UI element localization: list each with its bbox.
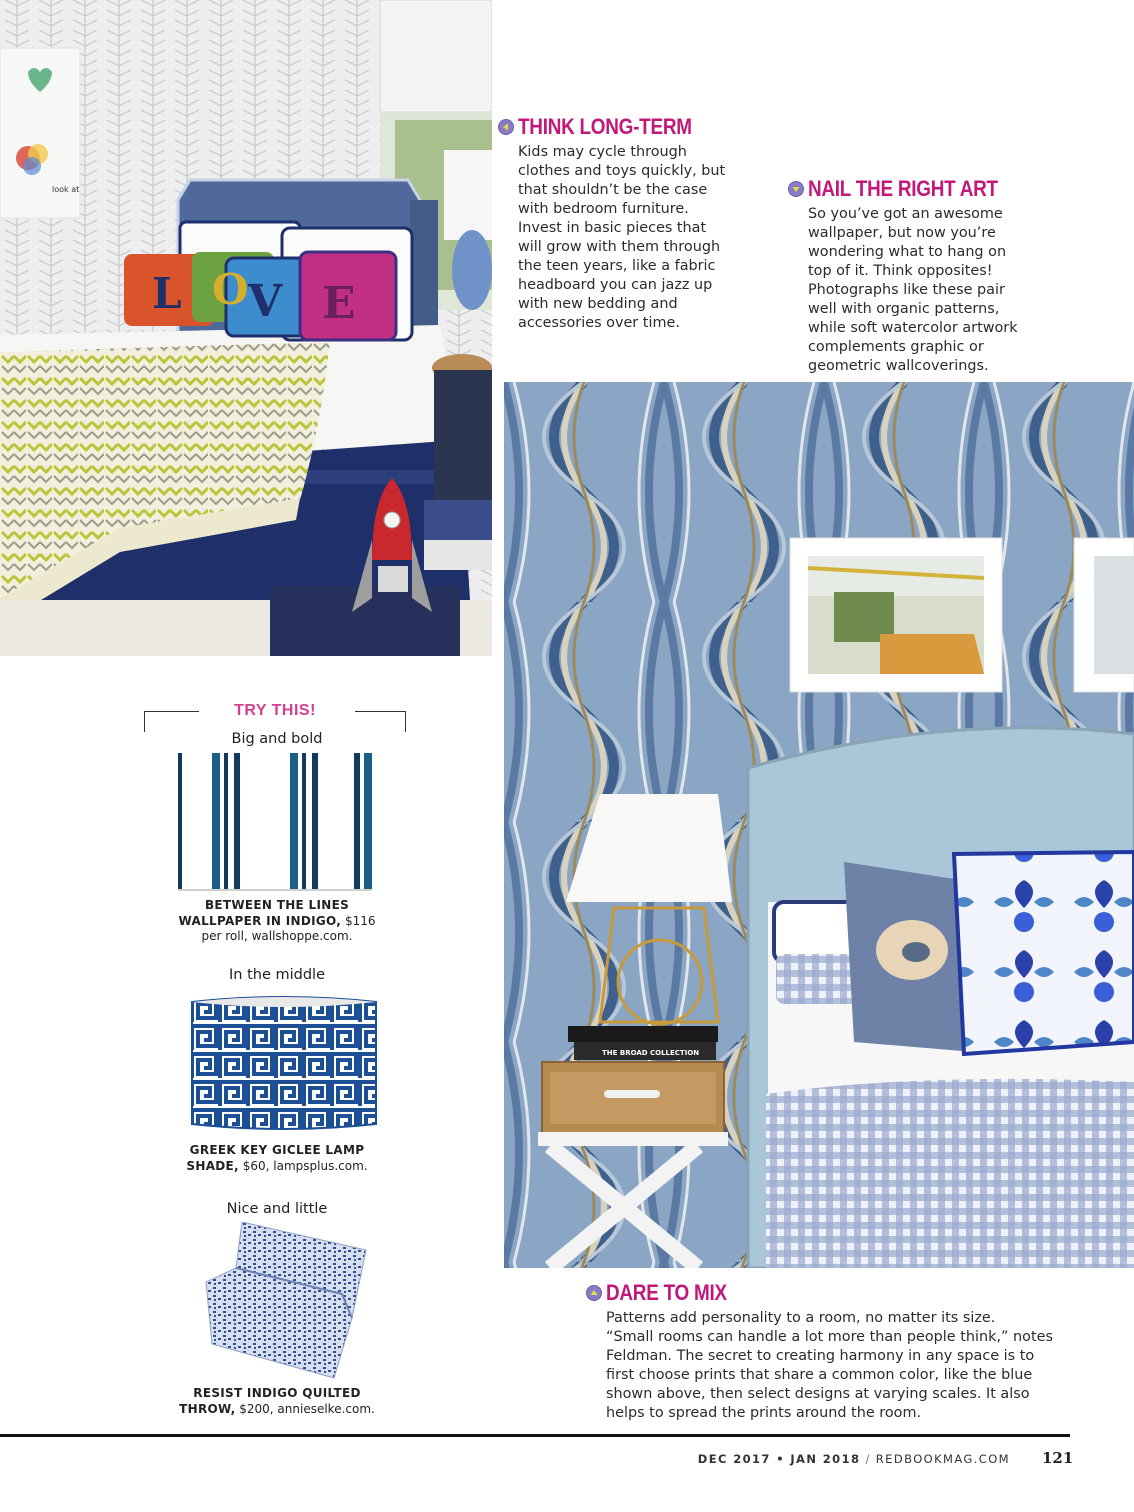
body-line: Feldman. The secret to creating harmony in any space is to [606,1348,1035,1364]
body-line: shown above, then select designs at varying scales. It also [606,1386,1030,1402]
body-line: while soft watercolor artwork [808,320,1018,336]
think-long-term-heading: THINK LONG-TERM [518,114,692,139]
footer-folio [698,1452,1010,1466]
body-line: “Small rooms can handle a lot more than people think,” notes [606,1329,1053,1345]
stripes-swatch [178,753,372,891]
throw-swatch [202,1222,370,1380]
body-line: wallpaper, but now you’re [808,225,996,241]
footer-separator: / [865,1452,871,1466]
product-1-name-line1: BETWEEN THE LINES [204,898,350,912]
try-this-title: TRY THIS! [234,702,316,719]
kids-bedroom-photo [0,0,492,656]
book-title-text: THE BROAD COLLECTION [602,1049,700,1057]
up-arrow-bullet-icon [586,1285,602,1301]
body-line: the teen years, like a fabric [518,258,716,274]
indigo-quilted-throw-image [202,1222,370,1380]
think-long-term-body [518,143,758,333]
body-line: first choose prints that share a common color, like the blue [606,1367,1033,1383]
pillow-letter-e: E [322,278,356,329]
pillow-letter-v: V [248,276,283,327]
body-line: Kids may cycle through [518,144,687,160]
body-line: So you’ve got an awesome [808,206,1003,222]
product-1-name-line2: WALLPAPER IN INDIGO, [178,913,342,928]
body-line: will grow with them through [518,239,721,255]
art-note-text: look at [52,185,80,194]
pillow-letter-o: O [212,265,249,314]
body-line: clothes and toys quickly, but [518,163,726,179]
product-1-price: $116 [344,913,376,928]
product-2-name-line2: SHADE, [186,1158,239,1173]
body-line: top of it. Think opposites! [808,263,993,279]
product-3-subtitle: Nice and little [226,1201,328,1217]
striped-wallpaper-image [178,753,372,891]
product-1-subtitle: Big and bold [231,731,323,747]
body-line: helps to spread the prints around the room. [606,1405,922,1421]
product-2-subtitle: In the middle [229,967,325,983]
nail-the-right-art-body [808,205,1048,376]
product-3-name-line2: THROW, [179,1401,236,1416]
body-line: well with organic patterns, [808,301,1000,317]
body-line: complements graphic or [808,339,984,355]
dare-to-mix-heading: DARE TO MIX [606,1280,727,1305]
dare-to-mix-body [606,1309,1076,1423]
greek-key-lamp-shade-image [190,996,378,1130]
footer-site[interactable]: REDBOOKMAG.COM [875,1452,1010,1466]
body-line: Invest in basic pieces that [518,220,707,236]
body-line: Photographs like these pair [808,282,1005,298]
product-2-caption [156,1143,398,1174]
left-arrow-bullet-icon [498,119,514,135]
body-line: accessories over time. [518,315,680,331]
product-2-price: $60, lampsplus.com. [242,1158,368,1173]
body-line: that shouldn’t be the case [518,182,708,198]
footer-rule [0,1434,1070,1437]
page-number: 121 [1042,1449,1074,1467]
body-line: geometric wallcoverings. [808,358,989,374]
body-line: with bedroom furniture. [518,201,689,217]
product-3-name-line1: RESIST INDIGO QUILTED [193,1386,361,1400]
pillow-letter-l: L [152,269,182,318]
product-1-detail: per roll, wallshoppe.com. [201,929,353,943]
body-line: with new bedding and [518,296,678,312]
kids-bedroom-illustration [0,0,492,656]
patterned-bedroom-illustration [504,382,1134,1268]
patterned-bedroom-photo [504,382,1134,1268]
product-3-price: $200, annieselke.com. [239,1401,375,1416]
body-line: headboard you can jazz up [518,277,713,293]
product-2-name-line1: GREEK KEY GICLEE LAMP [189,1143,365,1157]
product-1-caption [156,898,398,945]
body-line: wondering what to hang on [808,244,1007,260]
footer-issue-date: DEC 2017 • JAN 2018 [697,1452,861,1466]
down-arrow-bullet-icon [788,181,804,197]
product-3-caption [156,1386,398,1417]
body-line: Patterns add personality to a room, no matter its size. [606,1310,996,1326]
nail-the-right-art-heading: NAIL THE RIGHT ART [808,176,998,201]
greek-key-swatch [190,996,378,1130]
